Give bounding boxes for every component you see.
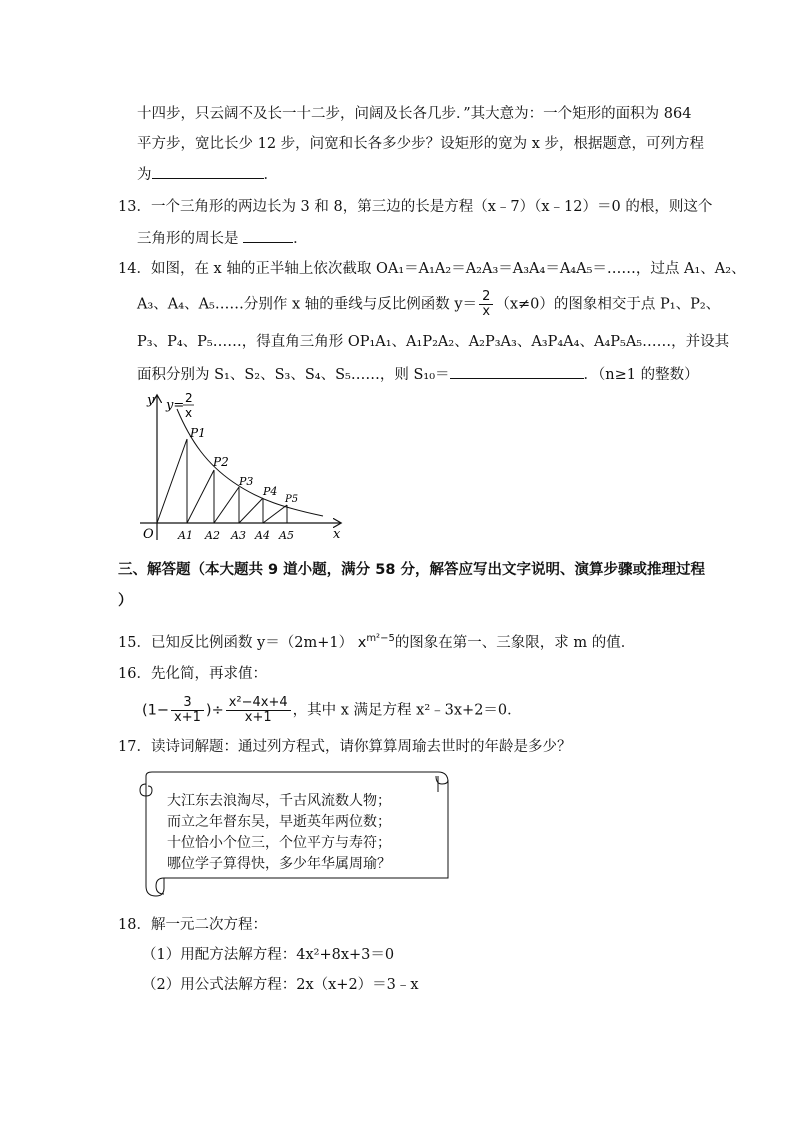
- q13-line-2: [137, 228, 308, 249]
- tick-a5: A5: [279, 529, 294, 542]
- q15-text-a: 15．已知反比例函数 y＝（2m+1）: [118, 634, 354, 651]
- poem-line-1: 大江东去浪淘尽，千古风流数人物；: [167, 793, 391, 809]
- q16-f2-den: x+1: [244, 710, 272, 725]
- hyp-1: [157, 439, 187, 523]
- origin-label: O: [143, 527, 154, 542]
- q14-line-3: P₃、P₄、P₅……，得直角三角形 OP₁A₁、A₁P₂A₂、A₂P₃A₃、A₃P₄A₄、A₄P₅A₅……，并设其: [137, 334, 730, 350]
- section-3-title: 三、解答题（本大题共 9 道小题，满分 58 分，解答应写出文字说明、演算步骤或推理过程: [118, 562, 705, 578]
- point-p4: [262, 485, 277, 498]
- q16-condition: ，其中 x 满足方程 x²﹣3x+2＝0．: [292, 702, 522, 719]
- hyp-5: [263, 505, 287, 523]
- tick-a3: A3: [231, 529, 246, 542]
- q14-text-c: 面积分别为 S₁、S₂、S₃、S₄、S₅……，则 S₁₀＝: [137, 367, 450, 383]
- function-label-y: y=: [166, 398, 185, 413]
- q14-fraction: [479, 290, 493, 319]
- q16-f1-den: x+1: [174, 710, 201, 725]
- poem-line-3: 十位恰小个位三，个位平方与寿符；: [167, 835, 391, 851]
- q12-prefix: 为: [137, 167, 152, 183]
- hyperbola-figure: [135, 392, 355, 544]
- hyp-3: [214, 487, 239, 523]
- section-3-title-end: ）: [118, 593, 133, 609]
- point-p2-label: P2: [213, 455, 229, 469]
- q17-title: 17．读诗词解题：通过列方程式，请你算算周瑜去世时的年龄是多少？: [118, 739, 572, 755]
- q16-f2-num: x²−4x+4: [226, 696, 291, 711]
- y-axis-label: y: [147, 393, 155, 408]
- q14-text-b: （x≠0）的图象相交于点 P₁、P₂、: [495, 296, 721, 313]
- q13-line-1: 13．一个三角形的两边长为 3 和 8，第三边的长是方程（x﹣7）（x﹣12）＝0 的根，则这个: [118, 199, 713, 215]
- point-p2: [212, 455, 229, 469]
- function-label-den: x: [185, 406, 193, 420]
- scroll-top-curl: [146, 772, 448, 792]
- q14-line-2: [137, 290, 720, 319]
- point-p1: [189, 426, 206, 440]
- tick-a4: A4: [255, 529, 270, 542]
- q15-text-b: 的图象在第一、三象限，求 m 的值．: [394, 634, 636, 651]
- q15-base: x: [357, 634, 367, 651]
- function-label-num: 2: [185, 392, 193, 405]
- scroll-right-roll: [436, 776, 448, 792]
- q16-title: 16．先化简，再求值：: [118, 666, 267, 682]
- tick-a2: A2: [205, 529, 220, 542]
- q12-line-3: [137, 164, 278, 185]
- hyp-4: [239, 498, 263, 523]
- q12-line-1: 十四步，只云阔不及长一十二步，问阔及长各几步．”其大意为：一个矩形的面积为 864: [137, 106, 692, 122]
- q15-line: [118, 629, 635, 653]
- q16-open: (1−: [142, 702, 170, 719]
- point-p4-label: P4: [263, 485, 278, 498]
- poem-line-2: 而立之年督东吴，早逝英年两位数；: [167, 814, 391, 830]
- poem-line-4: 哪位学子算得快，多少年华属周瑜？: [167, 856, 391, 872]
- point-p1-label: P1: [190, 426, 206, 440]
- q12-line-2: 平方步，宽比长少 12 步，问宽和长各多少步？设矩形的宽为 x 步，根据题意，可列方程: [137, 136, 705, 152]
- q16-expression: [142, 696, 522, 725]
- q16-fraction-2: [226, 696, 291, 725]
- q12-answer-blank[interactable]: [152, 164, 264, 179]
- poem: [167, 791, 391, 875]
- q14-line-4: [137, 364, 699, 385]
- hyp-2: [187, 470, 214, 523]
- q14-frac-num: 2: [479, 290, 493, 305]
- tick-a1: A1: [178, 529, 193, 542]
- point-p5: [284, 494, 298, 505]
- q12-period: ．: [263, 167, 278, 183]
- x-axis-label: x: [333, 527, 341, 542]
- q14-text-a: A₃、A₄、A₅……分别作 x 轴的垂线与反比例函数 y＝: [137, 296, 478, 313]
- q14-frac-den: x: [482, 304, 491, 319]
- q13-text: 三角形的周长是: [137, 231, 239, 247]
- point-p5-label: P5: [285, 494, 299, 505]
- q16-divide: )÷: [205, 702, 224, 719]
- q18-part-1: （1）用配方法解方程：4x²+8x+3＝0: [142, 947, 395, 963]
- point-p3: [238, 475, 253, 488]
- point-p3-label: P3: [239, 475, 254, 488]
- q14-text-d: ．（n≥1 的整数）: [583, 367, 699, 383]
- scroll-bottom-roll: [156, 878, 164, 894]
- q15-exponent: m²−5: [366, 633, 395, 644]
- q14-line-1: 14．如图，在 x 轴的正半轴上依次截取 OA₁＝A₁A₂＝A₂A₃＝A₃A₄＝A₄A₅＝……，过点 A₁、A₂、: [118, 261, 746, 277]
- q14-answer-blank[interactable]: [450, 364, 584, 379]
- q13-answer-blank[interactable]: [243, 228, 293, 243]
- q18-part-2: （2）用公式法解方程：2x（x+2）＝3﹣x: [142, 977, 419, 993]
- q13-period: ．: [293, 231, 308, 247]
- q18-title: 18．解一元二次方程：: [118, 917, 267, 933]
- q16-f1-num: 3: [171, 696, 204, 711]
- q16-fraction-1: [171, 696, 204, 725]
